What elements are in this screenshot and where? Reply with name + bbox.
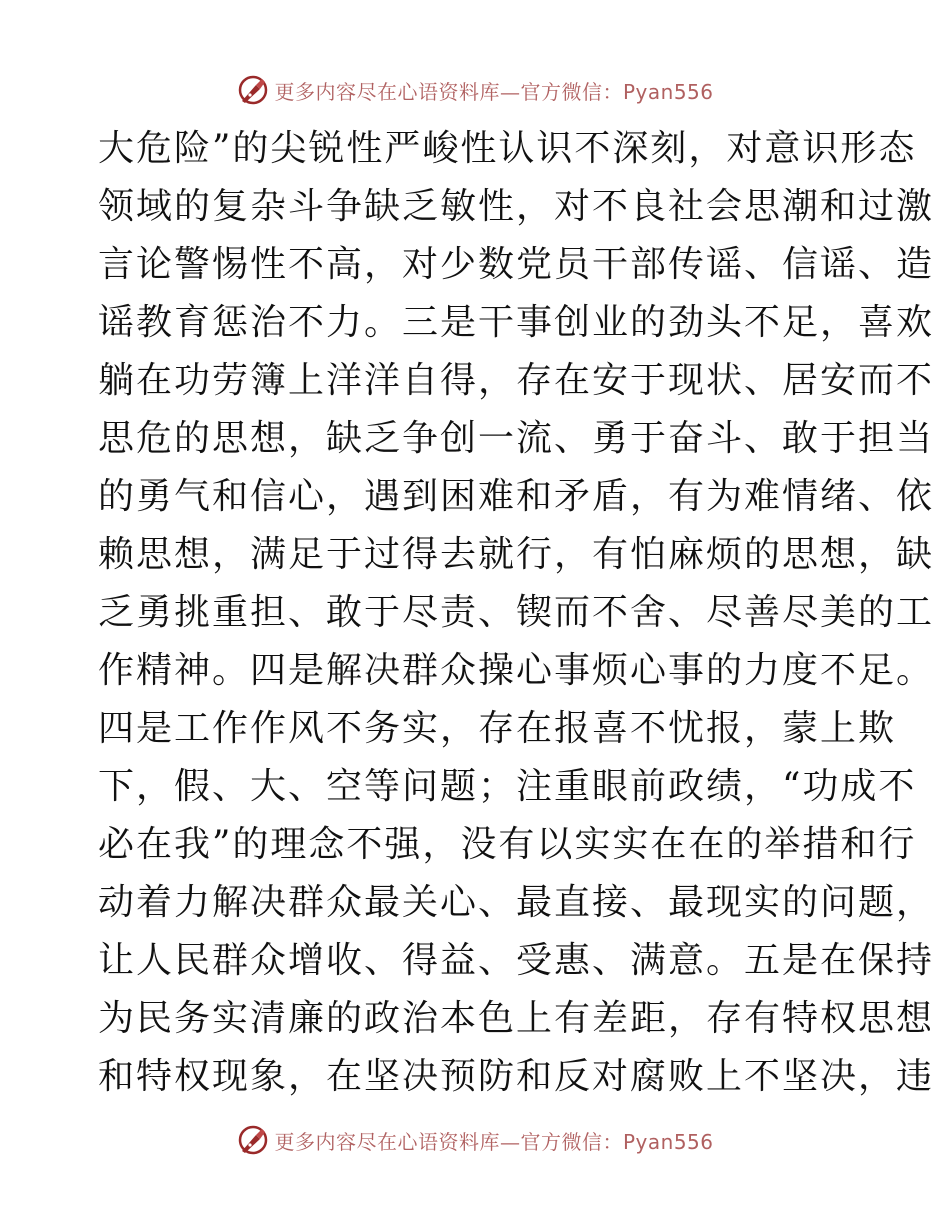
- body-line: 必在我”的理念不强，没有以实实在在的举措和行: [98, 824, 917, 865]
- body-line: 动着力解决群众最关心、最直接、最现实的问题，: [98, 882, 935, 923]
- pen-nib-logo-icon: [236, 73, 270, 107]
- document-body: [98, 120, 935, 1106]
- header-banner-text: [274, 76, 713, 105]
- footer-wechat-account: Pyan556: [622, 1129, 714, 1154]
- body-line: 的勇气和信心，遇到困难和矛盾，有为难情绪、依: [98, 476, 935, 517]
- header-wechat-account: Pyan556: [622, 79, 714, 104]
- header-banner: [0, 70, 950, 110]
- body-line: 言论警惕性不高，对少数党员干部传谣、信谣、造: [98, 244, 935, 285]
- footer-banner: [0, 1120, 950, 1160]
- body-line: 乏勇挑重担、敢于尽责、锲而不舍、尽善尽美的工: [98, 592, 935, 633]
- body-line: 让人民群众增收、得益、受惠、满意。五是在保持: [98, 940, 935, 981]
- body-line: 作精神。四是解决群众操心事烦心事的力度不足。: [98, 650, 935, 691]
- body-line: 领域的复杂斗争缺乏敏性，对不良社会思潮和过激: [98, 186, 935, 227]
- body-line: 大危险”的尖锐性严峻性认识不深刻，对意识形态: [98, 128, 917, 169]
- header-banner-label: 更多内容尽在心语资料库—官方微信：: [274, 79, 623, 104]
- pen-nib-logo-icon: [236, 1123, 270, 1157]
- footer-banner-label: 更多内容尽在心语资料库—官方微信：: [274, 1129, 623, 1154]
- body-line: 为民务实清廉的政治本色上有差距，存有特权思想: [98, 998, 935, 1039]
- body-line: 下，假、大、空等问题；注重眼前政绩，“功成不: [98, 766, 917, 807]
- body-line: 躺在功劳簿上洋洋自得，存在安于现状、居安而不: [98, 360, 935, 401]
- body-line: 四是工作作风不务实，存在报喜不忧报，蒙上欺: [98, 708, 897, 749]
- body-line: 赖思想，满足于过得去就行，有怕麻烦的思想，缺: [98, 534, 935, 575]
- body-line: 思危的思想，缺乏争创一流、勇于奋斗、敢于担当: [98, 418, 935, 459]
- body-line: 谣教育惩治不力。三是干事创业的劲头不足，喜欢: [98, 302, 935, 343]
- footer-banner-text: [274, 1126, 713, 1155]
- body-line: 和特权现象，在坚决预防和反对腐败上不坚决，违: [98, 1056, 935, 1097]
